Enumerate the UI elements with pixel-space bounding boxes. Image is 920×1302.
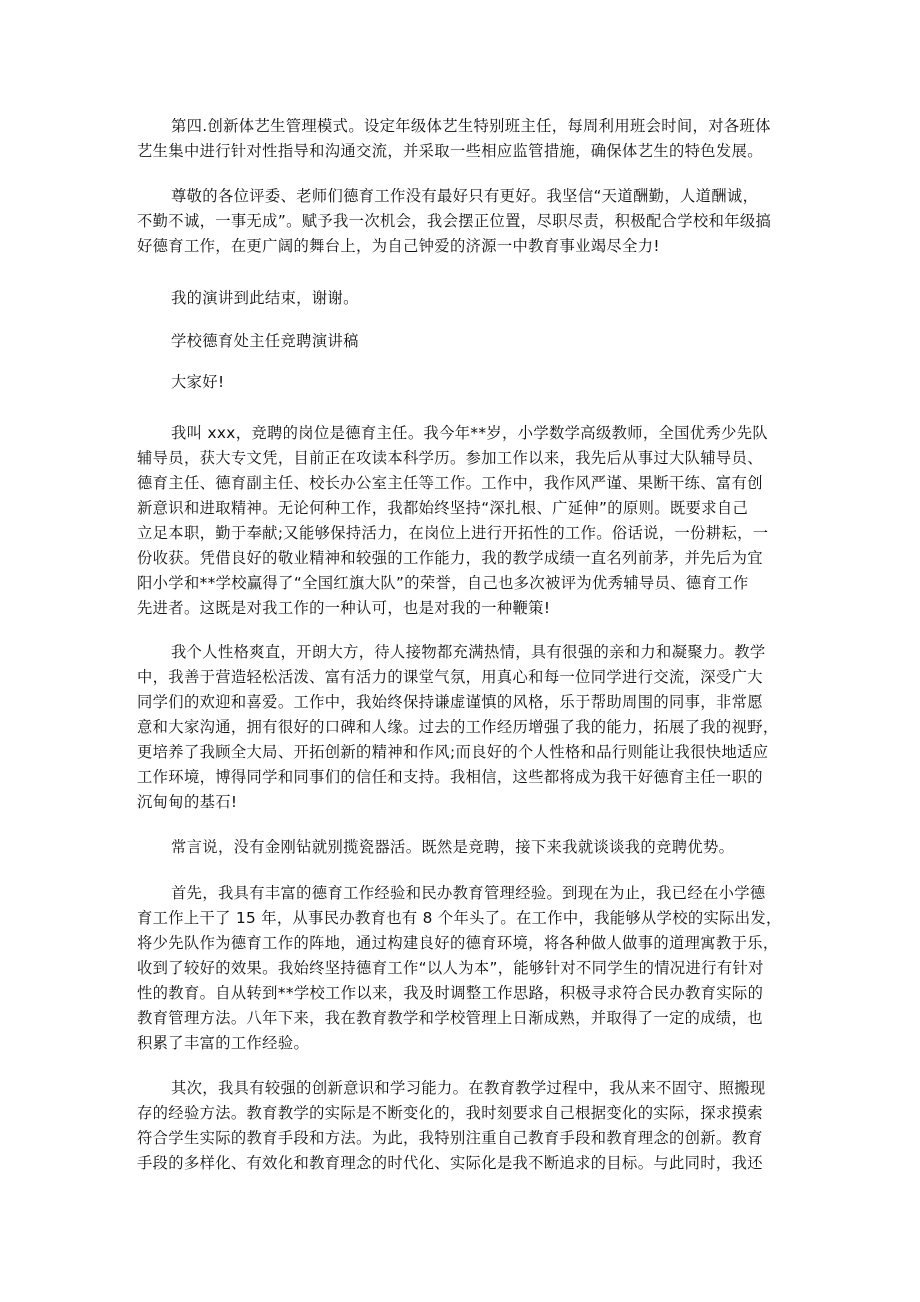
- text-line: 同学们的欢迎和喜爱。工作中，我始终保持谦虚谨慎的风格，乐于帮助周围的同事，非常愿: [137, 693, 763, 711]
- text-line: 好德育工作，在更广阔的舞台上，为自己钟爱的济源一中教育事业竭尽全力!: [137, 237, 660, 255]
- text-line: 立足本职，勤于奉献;又能够保持活力，在岗位上进行开拓性的工作。俗话说，一份耕耘，一: [137, 524, 769, 542]
- text-line: 第四.创新体艺生管理模式。设定年级体艺生特别班主任，每周利用班会时间，对各班体: [171, 117, 771, 135]
- text-line: 首先，我具有丰富的德育工作经验和民办教育管理经验。到现在为止，我已经在小学德: [171, 884, 766, 902]
- text-line: 其次，我具有较强的创新意识和学习能力。在教育教学过程中，我从来不固守、照搬现: [171, 1079, 766, 1097]
- text-line: 我的演讲到此结束，谢谢。: [171, 289, 359, 307]
- text-line: 尊敬的各位评委、老师们德育工作没有最好只有更好。我坚信“天道酬勤，人道酬诚，: [171, 187, 759, 205]
- text-line: 份收获。凭借良好的敬业精神和较强的工作能力，我的教学成绩一直名列前茅，并先后为宜: [137, 549, 763, 567]
- text-line: 中，我善于营造轻松活泼、富有活力的课堂气氛，用真心和每一位同学进行交流，深受广大: [137, 668, 763, 686]
- text-line: 将少先队作为德育工作的阵地，通过构建良好的德育环境，将各种做人做事的道理寓教于乐，: [137, 934, 779, 952]
- text-line: 收到了较好的效果。我始终坚持德育工作“以人为本”，能够针对不同学生的情况进行有针对: [137, 959, 764, 977]
- text-line: 更培养了我顾全大局、开拓创新的精神和作风;而良好的个人性格和品行则能让我很快地适应: [137, 743, 769, 761]
- text-line: 积累了丰富的工作经验。: [137, 1034, 310, 1052]
- text-line: 我个人性格爽直，开朗大方，待人接物都充满热情，具有很强的亲和力和凝聚力。教学: [171, 643, 766, 661]
- text-line: 阳小学和**学校赢得了“全国红旗大队”的荣誉，自己也多次被评为优秀辅导员、德育工作: [137, 574, 749, 592]
- text-line: 手段的多样化、有效化和教育理念的时代化、实际化是我不断追求的目标。与此同时，我还: [137, 1154, 763, 1172]
- text-line: 我叫 xxx，竞聘的岗位是德育主任。我今年**岁，小学数学高级教师，全国优秀少先队: [171, 424, 769, 442]
- text-line: 新意识和进取精神。无论何种工作，我都始终坚持“深扎根、广延伸”的原则。既要求自己: [137, 499, 749, 517]
- text-line: 常言说，没有金刚钻就别揽瓷器活。既然是竞聘，接下来我就谈谈我的竞聘优势。: [171, 838, 735, 856]
- text-line: 性的教育。自从转到**学校工作以来，我及时调整工作思路，积极寻求符合民办教育实际的: [137, 984, 764, 1002]
- text-line: 辅导员，获大专文凭，目前正在攻读本科学历。参加工作以来，我先后从事过大队辅导员、: [137, 449, 763, 467]
- text-line: 教育管理方法。八年下来，我在教育教学和学校管理上日渐成熟，并取得了一定的成绩，也: [137, 1009, 763, 1027]
- text-line: 德育主任、德育副主任、校长办公室主任等工作。工作中，我作风严谨、果断干练、富有创: [137, 474, 763, 492]
- text-line: 符合学生实际的教育手段和方法。为此，我特别注重自己教育手段和教育理念的创新。教育: [137, 1129, 763, 1147]
- text-line: 存的经验方法。教育教学的实际是不断变化的，我时刻要求自己根据变化的实际，探求摸索: [137, 1104, 763, 1122]
- text-line: 先进者。这既是对我工作的一种认可，也是对我的一种鞭策!: [137, 599, 551, 617]
- text-line: 艺生集中进行针对性指导和沟通交流，并采取一些相应监管措施，确保体艺生的特色发展。: [137, 142, 763, 160]
- text-line: 学校德育处主任竞聘演讲稿: [171, 332, 359, 350]
- text-line: 沉甸甸的基石!: [137, 793, 238, 811]
- text-line: 不勤不诚，一事无成”。赋予我一次机会，我会摆正位置，尽职尽责，积极配合学校和年级搞: [137, 212, 772, 230]
- text-line: 工作环境，博得同学和同事们的信任和支持。我相信，这些都将成为我干好德育主任一职的: [137, 768, 763, 786]
- text-line: 育工作上干了 15 年，从事民办教育也有 8 个年头了。在工作中，我能够从学校的实际出发，: [137, 909, 782, 927]
- text-line: 大家好!: [171, 373, 225, 391]
- text-line: 意和大家沟通，拥有很好的口碑和人缘。过去的工作经历增强了我的能力，拓展了我的视野，: [137, 718, 779, 736]
